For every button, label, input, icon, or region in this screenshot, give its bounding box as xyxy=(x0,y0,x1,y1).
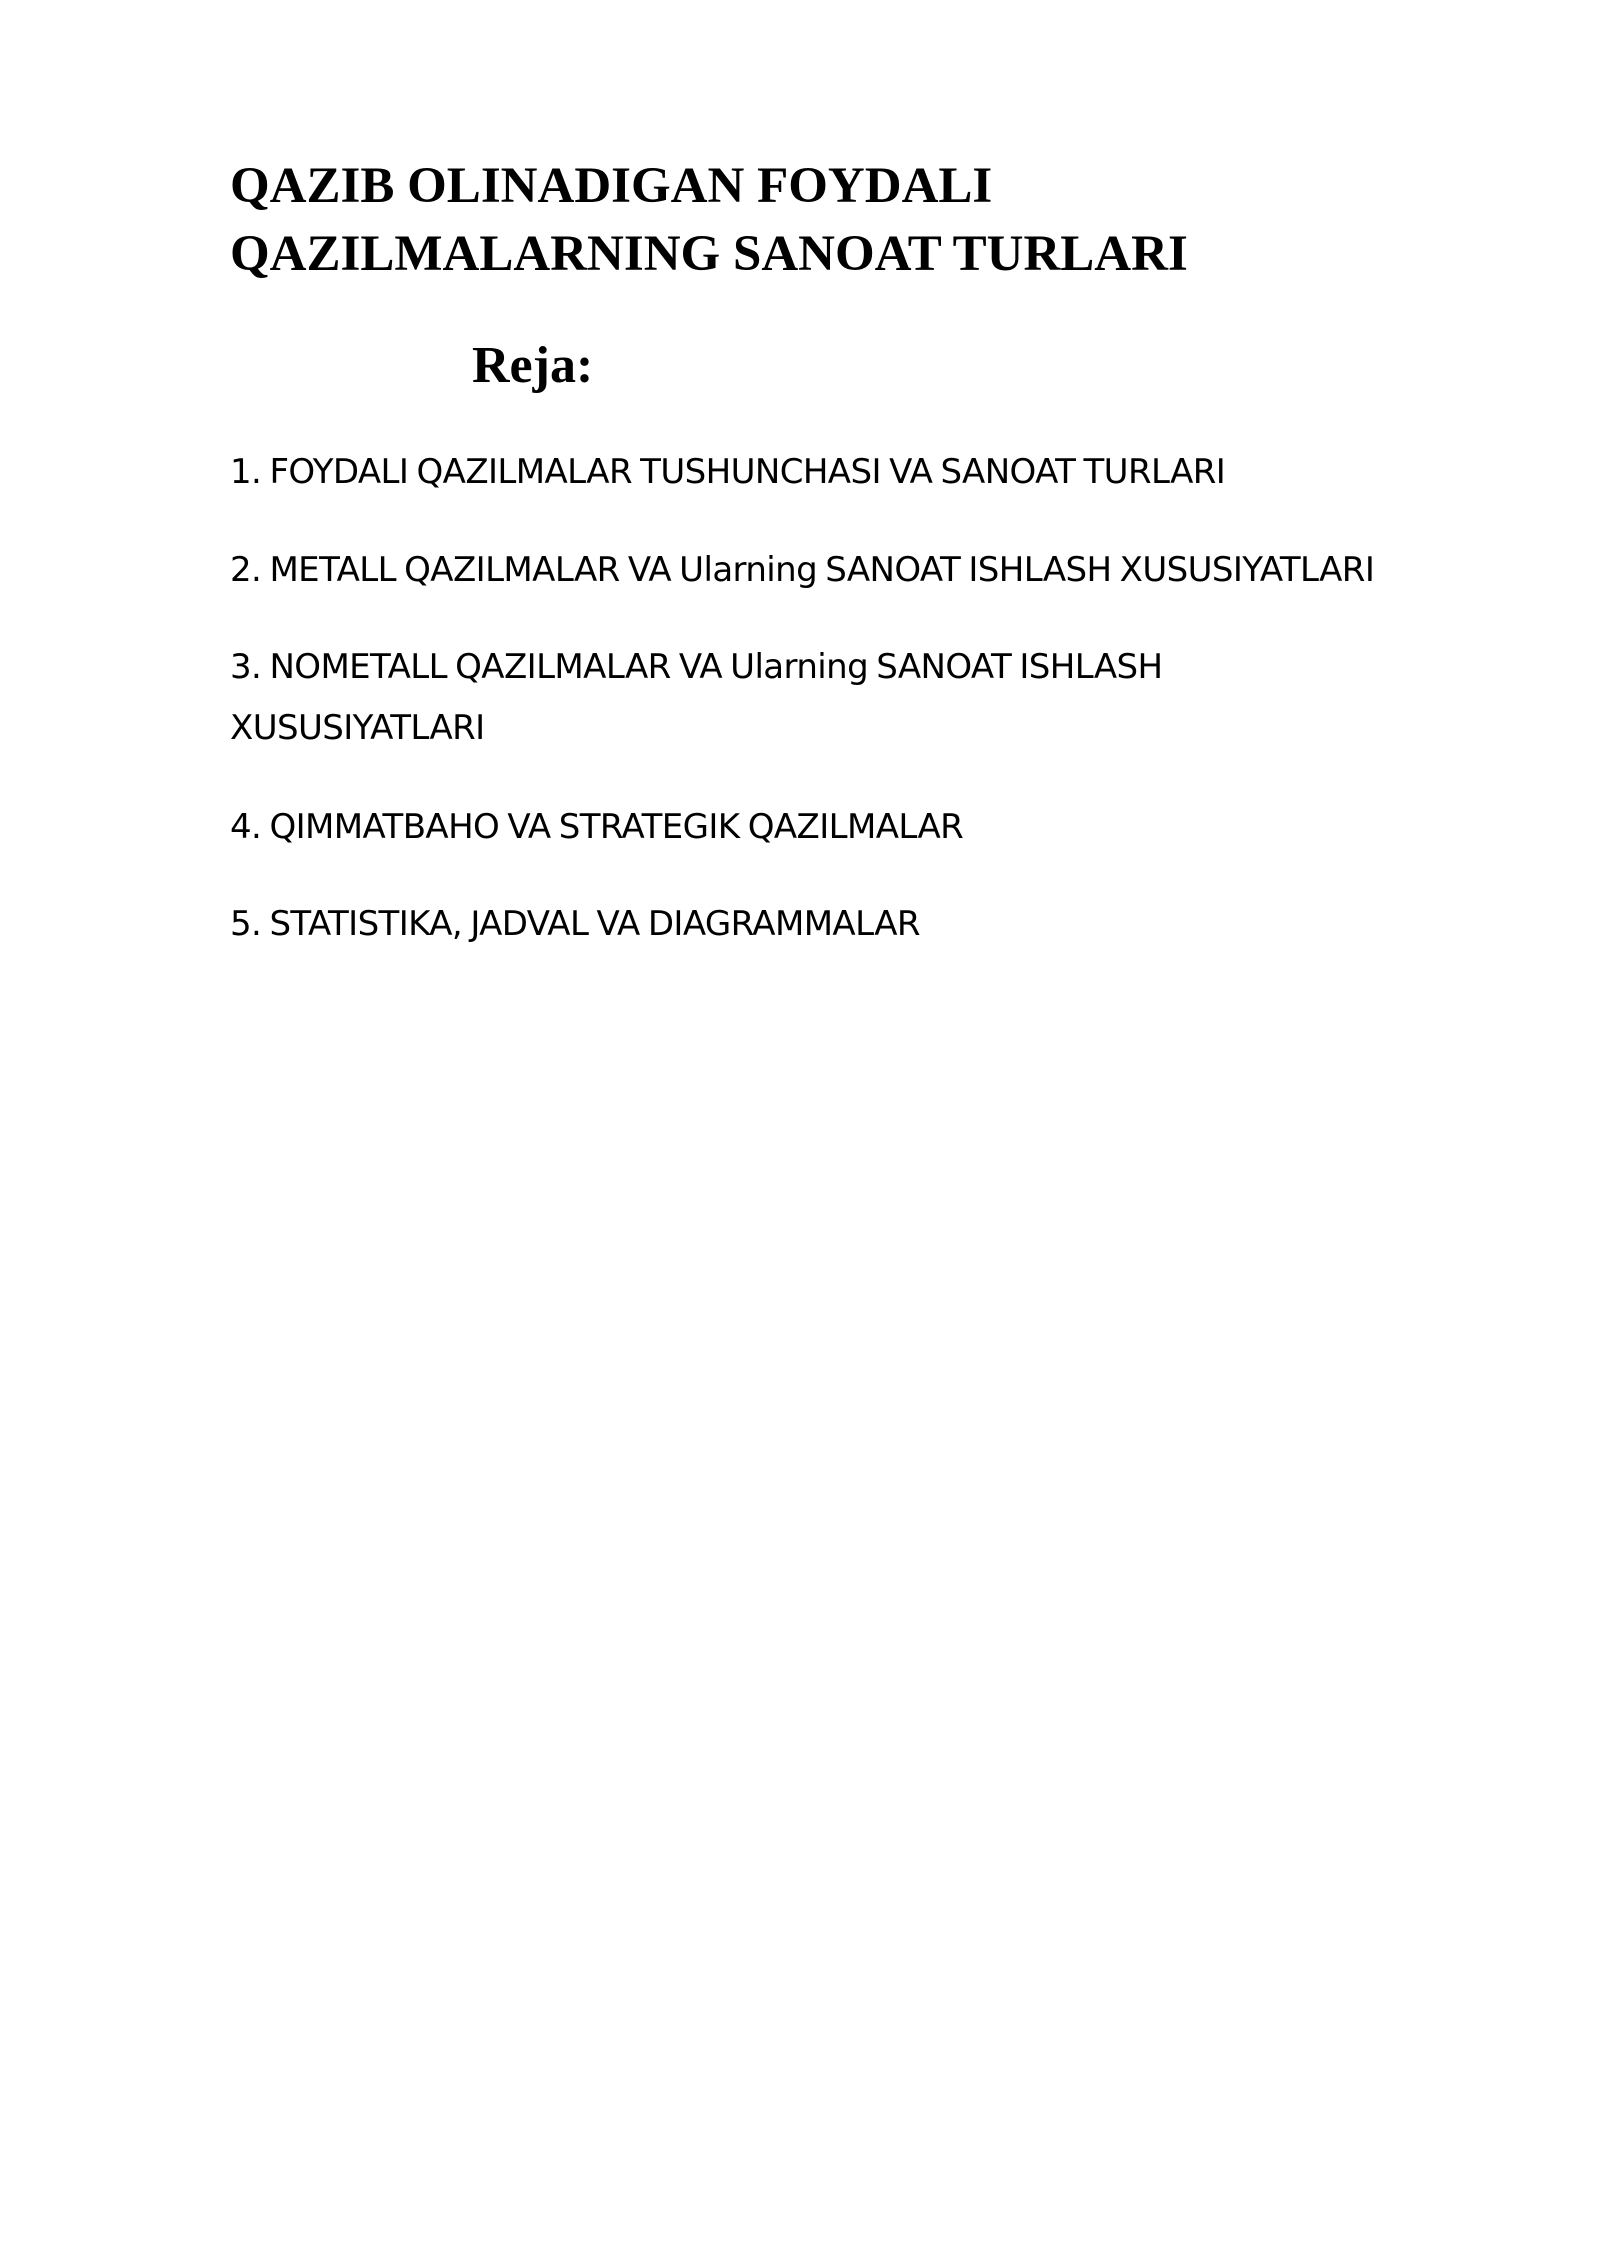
plan-item: 3. NOMETALL QAZILMALAR VA Ularning SANOAT ISHLASH XUSUSIYATLARI xyxy=(230,647,1163,748)
plan-item: 2. METALL QAZILMALAR VA Ularning SANOAT ISHLASH XUSUSIYATLARI xyxy=(230,550,1375,590)
plan-item: 4. QIMMATBAHO VA STRATEGIK QAZILMALAR xyxy=(230,807,964,847)
plan-item: 1. FOYDALI QAZILMALAR TUSHUNCHASI VA SANOAT TURLARI xyxy=(230,452,1226,492)
plan-heading: Reja: xyxy=(472,337,594,394)
document-title: QAZIB OLINADIGAN FOYDALI QAZILMALARNING SANOAT TURLARI xyxy=(230,158,1188,282)
plan-item: 5. STATISTIKA, JADVAL VA DIAGRAMMALAR xyxy=(230,904,920,944)
